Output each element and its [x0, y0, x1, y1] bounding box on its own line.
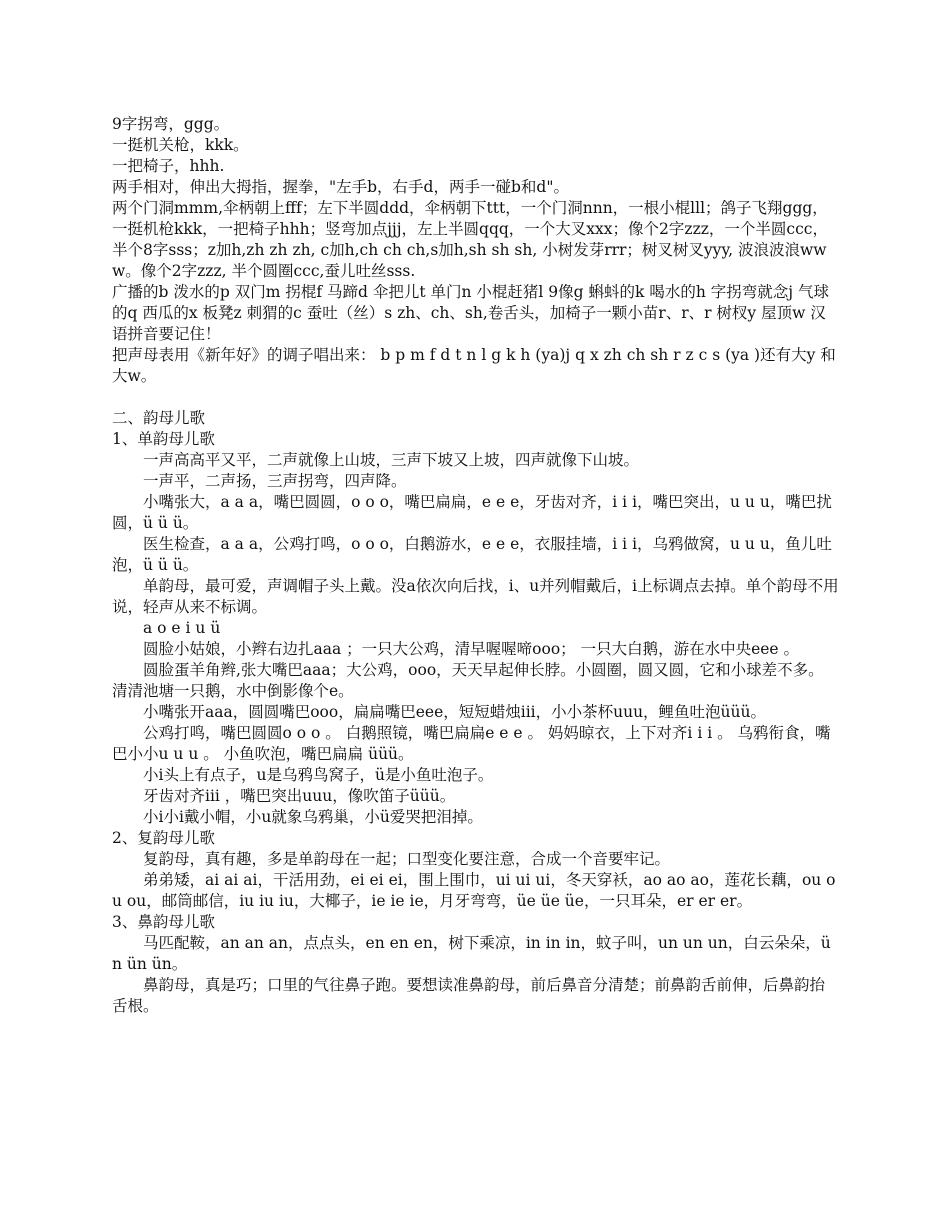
- compound-vowels-section: [112, 828, 840, 912]
- document-page: [112, 114, 840, 1017]
- text-paragraph: 把声母表用《新年好》的调子唱出来： b p m f d t n l g k h (ya)j q x zh ch sh r z c s (ya )还有大y 和大w。: [112, 346, 836, 385]
- rhyme-paragraph: 医生检查，a a a，公鸡打鸣，o o o，白鹅游水，e e e，衣服挂墙，i i i，乌鸦做窝，u u u，鱼儿吐泡，ü ü ü。: [112, 535, 832, 574]
- rhyme-paragraph: 牙齿对齐iii ，嘴巴突出uuu，像吹笛子üüü。: [143, 787, 456, 805]
- rhyme-paragraph: 小嘴张开aaa，圆圆嘴巴ooo，扁扁嘴巴eee，短短蜡烛iii，小小茶杯uuu，鲤鱼吐泡üüü。: [143, 703, 767, 721]
- text-line: 两手相对，伸出大拇指，握拳，"左手b，右手d，两手一碰b和d"。: [112, 178, 569, 196]
- text-line: 9字拐弯，ggg。: [112, 115, 230, 133]
- rhyme-paragraph: 圆脸小姑娘，小辫右边扎aaa ；一只大公鸡，清早喔喔啼ooo； 一只大白鹅，游在水中央eee 。: [143, 640, 800, 658]
- rhyme-paragraph: 单韵母，最可爱，声调帽子头上戴。没a依次向后找，i、u并列帽戴后，i上标调点去掉。单个韵母不用说，轻声从来不标调。: [112, 577, 839, 616]
- text-paragraph: 两个门洞mmm,伞柄朝上fff；左下半圆ddd，伞柄朝下ttt，一个门洞nnn，一根小棍lll；鸽子飞翔ggg，一挺机枪kkk，一把椅子hhh；竖弯加点jjj，左上半圆qqq，一个大叉xxx；像个2字zzz，一个半圆ccc，半个8字sss；z加h,zh zh zh, c加h,ch ch ch,s加h,sh sh sh, 小树发芽rrr；树叉树叉yyy, 波浪波浪www。像个2字zzz, 半个圆圈ccc,蚕儿吐丝sss.: [112, 199, 828, 280]
- rhyme-paragraph: 一声平，二声扬，三声拐弯，四声降。: [143, 472, 407, 490]
- consonants-section: [112, 114, 840, 387]
- rhyme-paragraph: 小i头上有点子，u是乌鸦鸟窝子，ü是小鱼吐泡子。: [143, 766, 494, 784]
- subsection-heading: 3、鼻韵母儿歌: [112, 913, 215, 931]
- subsection-heading: 2、复韵母儿歌: [112, 829, 215, 847]
- rhyme-paragraph: 复韵母，真有趣，多是单韵母在一起；口型变化要注意，合成一个音要牢记。: [143, 850, 671, 868]
- section-heading: 二、韵母儿歌: [112, 409, 206, 427]
- rhyme-paragraph: 小i小i戴小帽，小u就象乌鸦巢，小ü爱哭把泪掉。: [143, 808, 483, 826]
- rhyme-paragraph: 公鸡打鸣，嘴巴圆圆o o o 。 白鹅照镜，嘴巴扁扁e e e 。 妈妈晾衣，上下对齐i i i 。 乌鸦衔食，嘴巴小小u u u 。 小鱼吹泡，嘴巴扁扁 üüü。: [112, 724, 831, 763]
- text-paragraph: 广播的b 泼水的p 双门m 拐棍f 马蹄d 伞把儿t 单门n 小棍赶猪l 9像g 蝌蚪的k 喝水的h 字拐弯就念j 气球的q 西瓜的x 板凳z 刺猬的c 蚕吐（丝）s zh、ch、sh,卷舌头，加椅子一颗小苗r、r、r 树杈y 屋顶w 汉语拼音要记住！: [112, 283, 829, 343]
- single-vowels-section: [112, 429, 840, 828]
- text-line: 一挺机关枪，kkk。: [112, 136, 249, 154]
- blank-line: [112, 387, 840, 408]
- subsection-heading: 1、单韵母儿歌: [112, 430, 215, 448]
- rhyme-paragraph: 圆脸蛋羊角辫,张大嘴巴aaa；大公鸡，ooo，天天早起伸长脖。小圆圈，圆又圆，它和小球差不多。 清清池塘一只鹅，水中倒影像个e。: [112, 661, 829, 700]
- rhyme-paragraph: 一声高高平又平，二声就像上山坡，三声下坡又上坡，四声就像下山坡。: [143, 451, 640, 469]
- rhyme-paragraph: 鼻韵母，真是巧；口里的气往鼻子跑。要想读准鼻韵母，前后鼻音分清楚；前鼻韵舌前伸，后鼻韵抬舌根。: [112, 976, 826, 1015]
- text-line: 一把椅子，hhh.: [112, 157, 225, 175]
- rhyme-paragraph: 马匹配鞍，an an an，点点头，en en en，树下乘凉，in in in，蚊子叫，un un un，白云朵朵，ün ün ün。: [112, 934, 831, 973]
- vowel-list: a o e i u ü: [143, 619, 221, 637]
- rhyme-paragraph: 小嘴张大，a a a，嘴巴圆圆，o o o，嘴巴扁扁，e e e，牙齿对齐，i i i，嘴巴突出，u u u，嘴巴扰圆，ü ü ü。: [112, 493, 832, 532]
- rhyme-paragraph: 弟弟矮，ai ai ai，干活用劲，ei ei ei，围上围巾，ui ui ui，冬天穿袄，ao ao ao，莲花长藕，ou ou ou，邮筒邮信，iu iu iu，大椰子，ie ie ie，月牙弯弯，üe üe üe，一只耳朵，er er er。: [112, 871, 836, 910]
- nasal-vowels-section: [112, 912, 840, 1017]
